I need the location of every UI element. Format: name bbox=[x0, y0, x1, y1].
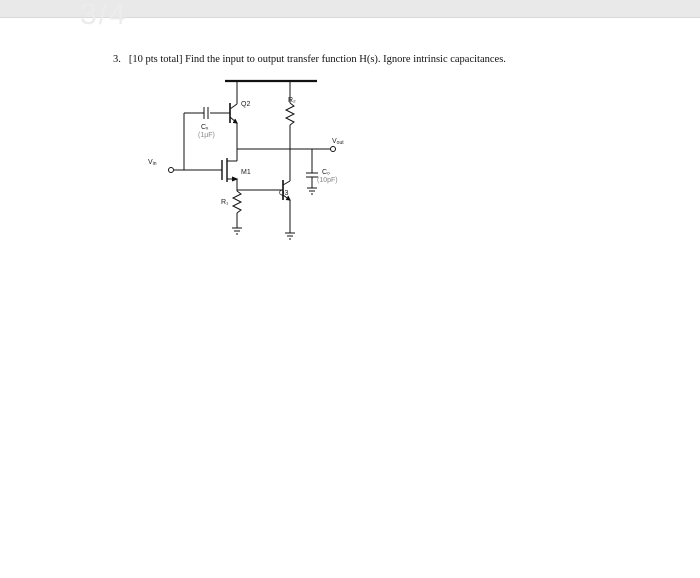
co-value: (10pF) bbox=[317, 177, 338, 184]
vout-terminal bbox=[331, 147, 336, 152]
vin-label: Vin bbox=[148, 159, 157, 167]
r1-label: R₁ bbox=[221, 199, 229, 206]
vout-label: Vout bbox=[332, 138, 344, 146]
r2-label: R₂ bbox=[288, 97, 296, 104]
q3-label: Q3 bbox=[279, 190, 289, 197]
page-number: 3/4 bbox=[80, 0, 128, 31]
m1-label: M1 bbox=[241, 169, 251, 176]
cx-value: (1µF) bbox=[198, 132, 215, 139]
question-text: [10 pts total] Find the input to output transfer function H(s). Ignore intrinsic capacitances. bbox=[128, 54, 506, 65]
question-number: 3. bbox=[113, 54, 121, 65]
q2-label: Q2 bbox=[241, 101, 251, 108]
r1-resistor bbox=[233, 191, 241, 213]
circuit-schematic bbox=[140, 73, 370, 248]
vin-terminal bbox=[169, 168, 174, 173]
cx-label: Cₓ bbox=[201, 124, 209, 131]
question-3 bbox=[113, 54, 506, 65]
co-label: C₀ bbox=[322, 169, 330, 176]
r2-resistor bbox=[286, 103, 294, 125]
